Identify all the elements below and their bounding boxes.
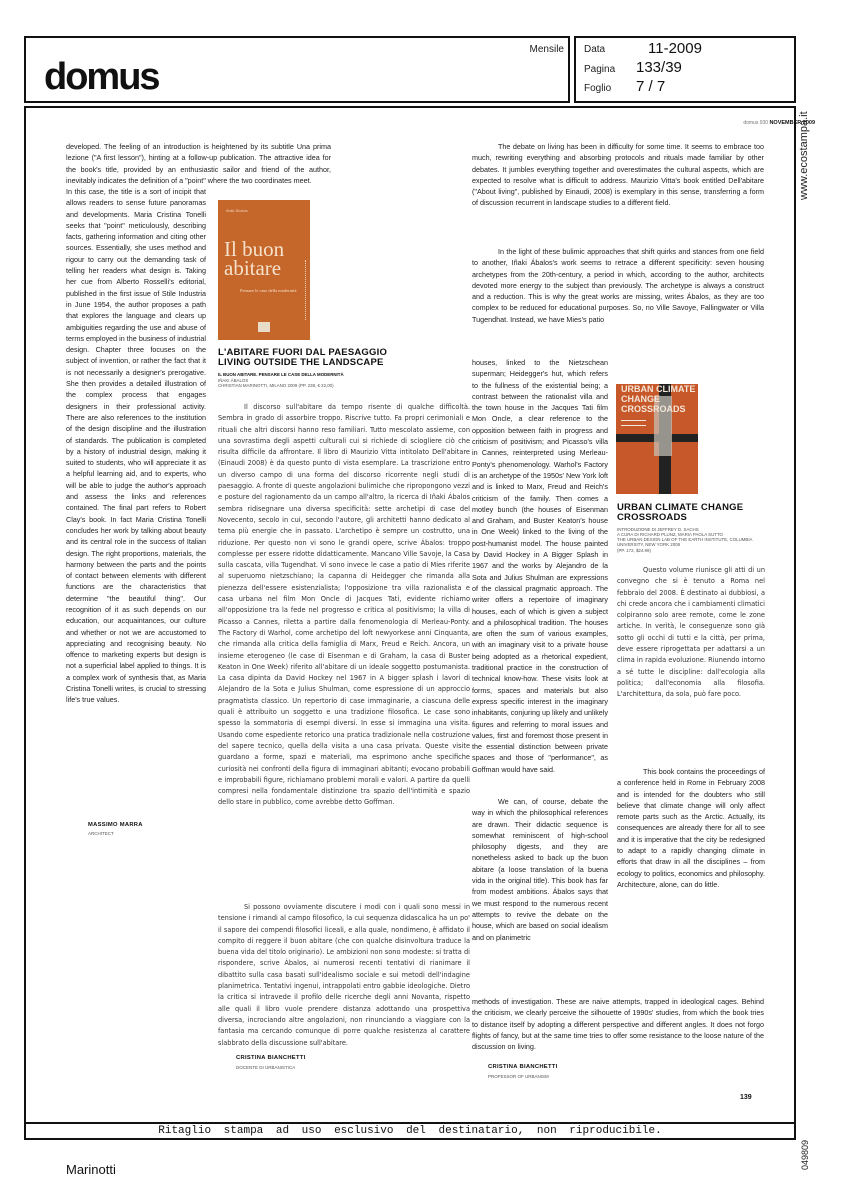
review2-title: URBAN CLIMATE CHANGE CROSSROADS [617, 502, 744, 523]
frequency-label: Mensile [529, 44, 564, 55]
side-code [800, 1130, 816, 1180]
issue-month: NOVEMBER 2009 [769, 120, 815, 126]
review2-meta4: (PP. 172, $24.99) [617, 548, 651, 553]
review2-meta2: A CURA DI RICHARD PLUNZ, MARIA PAOLA SUTTO [617, 532, 723, 537]
cover2-subtext [621, 420, 646, 426]
side-url [798, 111, 818, 210]
page-value: 133/39 [636, 59, 682, 76]
date-label: Data [584, 44, 606, 55]
review1-en-p2a: In the light of these bulimic approaches that shift quirks and stances from one field to another, Iñaki Ábalos's work seems to retrace a different specificity: seven housing archetypes from the 20th-century, a period in which, according to the author, architects devoted more energy to the subject than previously. The archetype is always a construct and a reduction. This is why the great works are missing, writes Ábalos, as they are too complex to be reduced for educational purposes. So, no Ville Savoye, Fallingwater or Villa Tugendhat. Instead, we have Mies's patio [472, 247, 764, 324]
cover2-title: URBAN CLIMATE CHANGE CROSSROADS [621, 384, 696, 414]
issue-prefix: domus 930 [743, 120, 769, 126]
cover-title: Il buon abitare [224, 237, 285, 280]
clipping-notice: Ritaglio stampa ad uso esclusivo del destinatario, non riproducibile. [24, 1122, 796, 1140]
header-masthead [24, 36, 570, 103]
review1-it-p1: Il discorso sull'abitare da tempo risente di qualche difficoltà. Sembra in grado di assorbire troppo. Riscrive tutto. Fa propri cerimoniali e rituali che altri discorsi hanno reso familiari. Tutto mescolato assieme, con una sovrastima degli aspetti culturali cui si richiede di sciogliere ciò che risulta difficile da affrontare. Il libro di Maurizio Vitta intitolato Dell'abitare (Einaudi 2008) è da questo punto di vista esemplare. La trascrizione entro un diverso campo di una forma del discorso ricorrente negli studi di paesaggio. A fronte di queste angolazioni bulimiche che ripropongono vezzi e posture del ragionamento da un campo all'altro, la ricerca di Iñaki Ábalos sembra ridisegnare una diversa specificità: sette archetipi di case del Novecento, secolo in cui, secondo l'autore, gli architetti hanno dedicato al tema più energie che in passato. L'archetipo è sempre un costrutto, una riduzione. Per questo non vi sono le grandi opere, scrive Ábalos: troppo complesse per essere ridotte didatticamente. Mancano Ville Savoje, la Casa sulla cascata, villa Tugendhat. Vi sono invece le case a patio di Mies riferite al superuomo nietzschiano; la capanna di Heidegger che rimanda alla pienezza dell'essere esistenzialista; l'opposizione tra villa razionalista e casa urbana nel film Mon Oncle di Jacques Tati, evidente richiamo all'opposizione tra la fede nel progresso e critica al positivismo; la villa di Picasso a Cannes, riletta a partire dalla fenomenologia di Merleau-Ponty. The Factory di Warhol, come archetipo del loft newyorkese anni Cinquanta, che rimanda alla critica della famiglia di Marx, Freud e Reich. Ancora, un insieme eterogeneo (le case di Eisenman e di Graham, la casa di Buster Keaton in One Week) riferito all'abitare di un ideale soggetto postumanista. La casa dipinta da David Hockey nel 1967 in A bigger splash i lavori di Alejandro de la Sota e Julius Shulman, come espressione di un approccio pragmatista classico. Un repertorio di case immaginarie, a ciascuna delle quali è attribuito un soggetto e una tradizione filosofica. Le case sono spesso la sommatoria di esempi diversi. In esse si immagina una visita. Usando come espediente retorico una pratica tradizionale nella costruzione del sapere tecnico, quella della visita a una casa privata. Queste visite guardano a forme, spazi e materiali, ma esprimono anche specifiche curiosità nei confronti della figura di immaginari abitanti; evocano probabili e improbabili figure, richiamano problemi morali e valori. A partire da quelli compresi nella fondamentale distinzione tra spazio dell'intimità e spazio dello stare in pubblico, come avrebbe detto Goffman. [218, 403, 470, 807]
sheet-label: Foglio [584, 83, 612, 94]
sheet-value: 7 / 7 [636, 78, 666, 95]
review1-title-en: LIVING OUTSIDE THE LANDSCAPE [218, 357, 384, 368]
review1-author: IÑAKI ÁBALOS [218, 378, 249, 383]
review1-title-it: L'ABITARE FUORI DAL PAESAGGIO [218, 347, 388, 358]
publisher-logo-icon [258, 322, 270, 332]
review1-en-p3b: methods of investigation. These are naive attempts, trapped in ideological cages. Behind the criticism, we clearly perceive the silhouette of 1990s' studies, from which the book tries to distance itself by adopting a different perspective and different angles. It does not forgo flights of fancy, but at the same time tries to offer some resistance to the loose nature of the discussion on living. [472, 997, 764, 1052]
date-value: 11-2009 [648, 40, 702, 57]
review1-it-role: DOCENTE DI URBANISTICA [236, 1065, 296, 1070]
review1-en-signature: CRISTINA BIANCHETTI [488, 1064, 558, 1070]
review1-en-role: PROFESSOR OF URBANISM [488, 1074, 549, 1079]
review1-en-p2b: houses, linked to the Nietzschean superman; Heidegger's hut, which refers to the fullness of the existential being; a contrast between the rationalist villa and the town house in the Jacques Tati film Mon Oncle, a clear reference to the opposition between faith in progress and criticism of positivism; and Picasso's villa in Cannes, reinterpreted using Merleau-Ponty's phenomenology. Warhol's Factory is an archetype of the 1950s' New York loft and is linked to Marx, Freud and Reich's criticism of the family. Then comes a motley bunch (the houses of Eisenman and Graham, and Buster Keaton's house in One Week) linked to the living of the post-humanist model. The house painted by David Hockey in A Bigger Splash in 1967 and the works by Alejandro de la Sota and Julius Shulman are expressions of the classical pragmatic approach. The writer offers a repertoire of imaginary houses, each of which is given a subject and a philosophical tradition. The houses are often the sum of various examples, with an imaginary visit to a private house being adopted as a rhetorical expedient, traditional practice in the construction of technical know-how. These visits look at forms, spaces and materials but also express specific interest in the imaginary inhabitants, conjuring up likely and unlikely figures and referring to moral issues and values, first and foremost those present in the essential distinction between private spaces and those of "performance", as Goffman would have said. [472, 358, 608, 774]
review1-en-p1: The debate on living has been in difficulty for some time. It seems to embrace too much, rewriting everything and absorbing protocols and rituals made familiar by other debates. It jumbles everything together and overestimates the cultural aspects, which are expected to resolve what is difficult to address. Maurizio Vitta's book entitled Dell'abitare ("About living", published by Einaudi, 2008) is exemplary in this sense, transferring a form of discussion recurrent in landscape studies to a different field. [472, 142, 764, 208]
review1-it-signature: CRISTINA BIANCHETTI [236, 1055, 306, 1061]
review2-meta1: INTRODUZIONE DI JEFFREY D. SACHS [617, 527, 699, 532]
issue-line [743, 120, 815, 126]
review1-it-p2: Si possono ovviamente discutere i modi con i quali sono messi in tensione i rimandi al campo filosofico, la cui sequenza didascalica ha un po' il sapore dei compendi filosofici liceali, e alla quale, nondimeno, è affidato il compito di reggere il buon abitare (che con qualche disinvoltura traduce la buena vida del titolo originario). Le ambizioni non sono modeste: si tratta di rispondere, scrive Ábalos, ai numerosi recenti tentativi di rianimare il dibattito sulla casa basati sull'idealismo sociale e sui metodi dell'indagine planimetrica. Tentativi ingenui, intrappolati entro gabbie ideologiche. Dietro la critica si intravede il profilo delle ricerche degli anni Novanta, rispetto alle quali il libro vuole prendere distanza adottando una prospettiva diversa, incrociando altre angolazioni, non rinunciando a viaggiare con la fantasia ma cercando comunque di porre qualche resistenza al carattere slabbrato della discussione sull'abitare. [218, 903, 470, 1047]
review1-publisher: CHRISTIAN MARINOTTI, MILANO 2009 (PP. 238, € 22,00) [218, 383, 334, 388]
side-url-text: www.ecostampa.it [798, 111, 810, 200]
side-code-text: 049809 [800, 1139, 810, 1170]
cover-author: Iñaki Ábalos [226, 208, 248, 213]
cover-spine-text [305, 260, 308, 320]
review0-intro: developed. The feeling of an introduction is heightened by its subtitle Una prima lezione ("A first lesson"), hinting at a follow-up publication. The attractive idea for the book's title, provided by an enthusiastic sailor and friend of the author, inevitably indicates the definition of a "point" where the two coordinates meet. [66, 142, 331, 185]
review1-book: IL BUON ABITARE. PENSARE LE CASE DELLA MODERNITÀ [218, 372, 344, 377]
page-label: Pagina [584, 64, 616, 75]
review2-text-en: This book contains the proceedings of a conference held in Rome in February 2008 and is intended for the doubters who still believe that climate change will only affect remote parts such as the Arctic. Actually, its consequences are already there for all to see and it is imperative that the city be redesigned to adapt to a rapidly changing climate in efforts that draw in all the disciplines – from ecology to politics, economics and philosophy. Architecture, alone, can do little. [617, 767, 765, 889]
book-cover-urban-climate [616, 384, 698, 494]
review0-role: ARCHITECT [88, 831, 114, 836]
review2-text-it: Questo volume riunisce gli atti di un convegno che si è tenuto a Roma nel febbraio del 2008. È destinato ai dubbiosi, a chi crede ancora che i cambiamenti climatici colpiranno solo aree remote, come le zone artiche. In verità, le conseguenze sono già sotto gli occhi di tutti e la città, per prima, deve essere riprogettata per adattarsi a un clima in rapida evoluzione. Riunendo intorno a sé tutte le discipline: dall'ecologia alla politica; dall'economia alla filosofia. L'architettura, da sola, può fare poco. [617, 566, 765, 699]
header-meta [574, 36, 796, 103]
client-name: Marinotti [66, 1162, 116, 1177]
review1-en-p3a: We can, of course, debate the way in which the philosophical references are drawn. Their didactic sequence is somewhat reminiscent of high-school philosophy digests, and they are nonetheless asked to back up the buon abitare (a loose translation of la buena vida in the original title). This book has far from modest ambitions. Ábalos says that we must respond to the numerous recent attempts to revive the debate on the house, which are based on social idealism and on planimetric [472, 797, 608, 942]
review0-body: In this case, the title is a sort of incipit that allows readers to sense future panoramas and developments. Maria Cristina Tonelli seeks that "point" meticulously, describing facts, gathering information and citing other sources. Essentially, she uses method and rigour to carry out the demanding task of telling her readers what design is. Taking her cue from Alberto Rosselli's editorial, published in the first issue of Stile Industria in June 1954, the author proposes a path that explores the language and clears up ambiguities regarding the use and abuse of terms employed in the business of industrial design. Chapter three focuses on the subject of invention, or rather the fact that it is not necessarily a designer's prerogative. She then provides a detailed illustration of the complex process that engages designers in their professional activity. There are also references to the institution of the design discipline and the illustration of standards. The publication is completed by a history of industrial design, making it suited to students, who will appreciate it as a helpful learning aid, and to experts, who will be able to judge the author's approach and assess the links and references contained. The final part refers to Robert Clay's book. In fact Maria Cristina Tonelli concludes her work by talking about beauty and its central role in the success of Italian design. The right proportions, materials, the harmony between the parts and the points of contact between elements with different functions are the characteristics that determine "the beautiful thing". Our recognition of it as such depends on our education, our acquaintances, our culture and whether or not we are accustomed to appreciating and recognising beauty. No offence to marketing experts but design is not a superficial label applied to things. It is a complex work of synthesis that, as Maria Cristina Tonelli writes, is crucial to stressing life's true values. [66, 187, 206, 705]
cover-subtitle: Pensare le case della modernità [240, 288, 297, 293]
review0-signature: MASSIMO MARRA [88, 822, 143, 828]
book-cover-il-buon-abitare [218, 200, 310, 340]
page-number: 139 [740, 1094, 752, 1101]
review2-meta3: THE URBAN DESIGN LAB OF THE EARTH INSTITUTE, COLUMBIA UNIVERSITY, NEW YORK 2008 [617, 537, 753, 548]
domus-logo: domus [44, 56, 159, 98]
